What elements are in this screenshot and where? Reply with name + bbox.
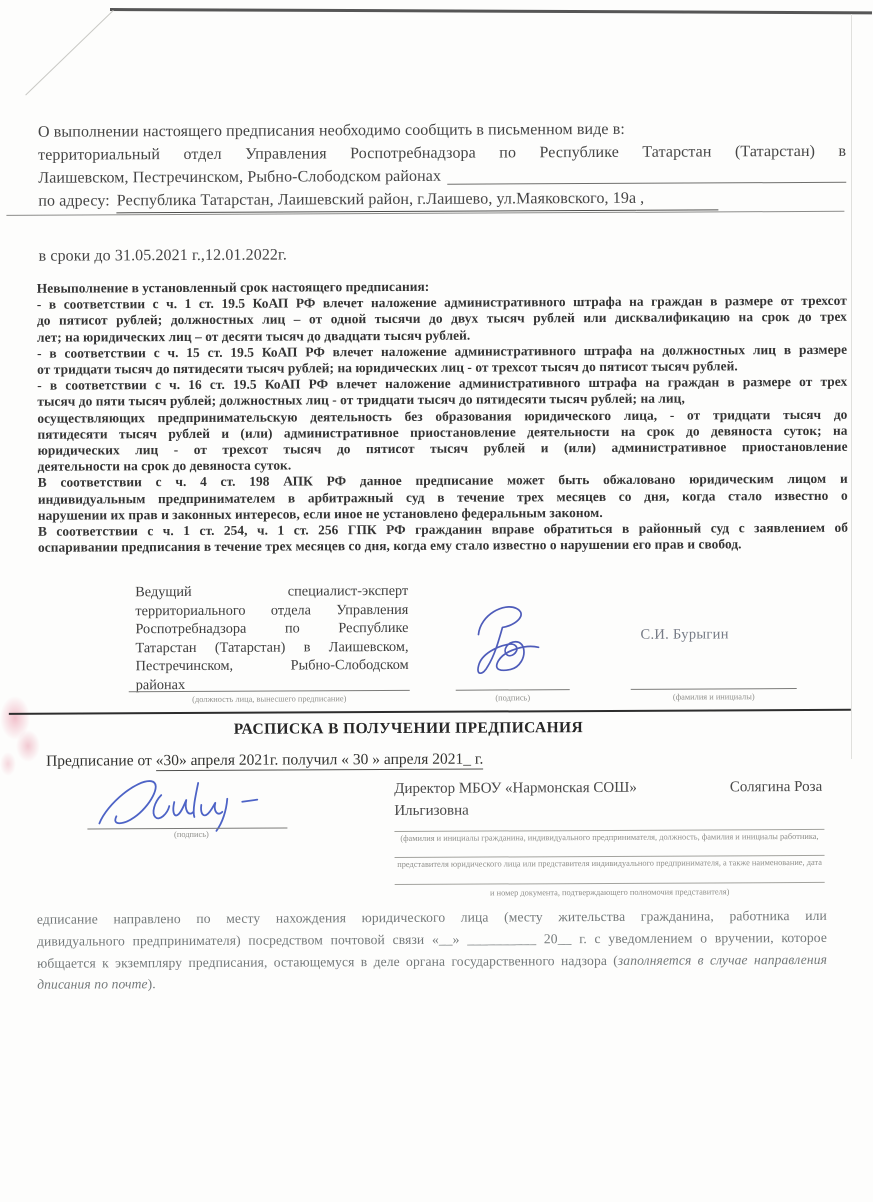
recipient-caption-1: (фамилия и инициалы гражданина, индивидуального предпринимателя, должность, фамилия и инициалы работника, — [400, 831, 819, 843]
mailing-note-suffix: ). — [147, 976, 156, 992]
penalties-line: оспаривании предписания в течение трех месяцев со дня, когда ему стало известно о нарушении его прав и свобод. — [37, 536, 742, 555]
mailing-note-line — [37, 948, 827, 974]
penalties-line: лет; на юридических лиц – от десяти тысяч до двадцати тысяч рублей. — [36, 327, 471, 345]
penalties-line: - в соответствии с ч. 16 ст. 19.5 КоАП РФ влечет наложение административного штрафа на граждан в размере от трех — [37, 373, 848, 393]
mailing-note-line: дивидуального предпринимателя) посредством почтовой связи «__» __________ 20__ г. с уведомлением о вручении, которое — [36, 929, 827, 949]
penalties-line: юридических лиц - от трехсот тысяч до пятисот тысяч рублей и (или) административное приостановление — [37, 438, 848, 458]
mailing-note-italic: заполняется в случае направления — [617, 951, 828, 968]
recipient-signature-r — [216, 799, 227, 831]
issuer-position-line: Роспотребнадзора по Республике — [135, 620, 409, 638]
recipient-line1 — [394, 776, 822, 800]
issuer-position-block — [135, 582, 409, 695]
issuer-name: С.И. Бурыгин — [640, 626, 729, 643]
recipient-caption-3: и номер документа, подтверждающего полномочия представителя) — [490, 887, 730, 898]
penalties-line: осуществляющих предпринимательскую деятельность без образования юридического лица, - от тридцати тысяч до — [37, 406, 848, 426]
issuer-position-line: Ведущий специалист-эксперт — [135, 582, 409, 601]
report-districts-text: Лаишевском, Пестречинском, Рыбно-Слободском районах — [38, 167, 442, 187]
receipt-title: РАСПИСКА В ПОЛУЧЕНИИ ПРЕДПИСАНИЯ — [233, 719, 584, 738]
penalties-line: от тридцати тысяч до пятидесяти тысяч рублей; на юридических лиц - от трехсот тысяч до пятисот тысяч рублей. — [37, 358, 738, 377]
recipient-signature-a — [173, 800, 193, 815]
signature-caption: (подпись) — [495, 693, 531, 703]
name-caption: (фамилия и инициалы) — [672, 692, 755, 702]
address-row — [38, 186, 846, 214]
deadline-line: в сроки до 31.05.2021 г.,12.01.2022г. — [38, 246, 288, 265]
report-intro-line: О выполнении настоящего предписания необходимо сообщить в письменном виде в: — [37, 120, 625, 141]
receipt-date-line — [46, 749, 746, 770]
address-value: Республика Татарстан, Лаишевский район, г.Лаишево, ул.Маяковского, 19а — [117, 187, 636, 214]
penalties-block — [37, 277, 848, 556]
section-divider — [9, 709, 851, 715]
position-caption: (должность лица, вынесшего предписание) — [192, 694, 347, 704]
address-suffix: , — [636, 186, 718, 210]
penalties-line: В соответствии с ч. 4 ст. 198 АПК РФ данное предписание может быть обжаловано юридическим лицом и — [37, 471, 848, 491]
mailing-note-line — [37, 970, 827, 996]
issuer-signature — [462, 596, 570, 687]
mailing-note-text: юбщается к экземпляру предписания, остающемуся в деле органа государственного надзора ( — [37, 952, 618, 971]
penalties-line: пятидесяти тысяч рублей и (или) административное приостановление деятельности на срок до девяноста суток; на — [37, 422, 848, 442]
mailing-note — [37, 905, 827, 996]
recipient-caption-2: представителя юридического лица или представителя индивидуального предпринимателя, а также наименование, дата — [397, 857, 822, 869]
recipient-signature-u — [201, 803, 222, 816]
receipt-date-value: «30» апреля 2021г. получил « 30 » апреля 2021_ г. — [155, 750, 484, 770]
recipient-signature-caption: (подпись) — [174, 829, 209, 840]
issuer-position-line: Пестречинском, Рыбно-Слободском — [135, 657, 409, 675]
recipient-signature-o — [153, 795, 169, 818]
address-label: по адресу: — [38, 192, 110, 210]
receipt-date-prefix: Предписание от — [46, 752, 152, 770]
mailing-note-italic: дписания по почте — [37, 976, 148, 993]
recipient-position: Директор МБОУ «Нармонская СОШ» — [394, 779, 637, 797]
mailing-note-line: едписание направлено по месту нахождения юридического лица (месту жительства гражданина, работника или — [36, 907, 827, 927]
penalties-line: В соответствии с ч. 1 ст. 254, ч. 1 ст. 256 ГПК РФ гражданин вправе обратиться в районный суд с заявлением об — [37, 519, 848, 539]
recipient-ruled-line — [395, 882, 825, 885]
penalties-line: нарушении их прав и законных интересов, если иное не установлено федеральным законом. — [37, 504, 603, 523]
recipient-block — [394, 776, 822, 822]
recipient-signature-loop — [99, 781, 156, 823]
penalties-line: индивидуальным предпринимателем в арбитражный суд в течение трех месяцев со дня, когда стало известно о — [37, 487, 848, 507]
penalties-line: Невыполнение в установленный срок настоящего предписания: — [36, 278, 430, 296]
penalties-line: - в соответствии с ч. 15 ст. 19.5 КоАП РФ влечет наложение административного штрафа на должностных лиц в размере — [37, 341, 848, 361]
recipient-name-part1: Солягина Роза — [729, 778, 823, 796]
recipient-name-part2: Ильгизовна — [394, 802, 469, 819]
recipient-signature-l — [194, 783, 199, 817]
signature-underline — [456, 689, 570, 691]
name-underline — [631, 688, 797, 690]
issuer-position-line: территориального отдела Управления — [135, 601, 409, 619]
penalties-line: тысяч до пяти тысяч рублей; должностных лиц - от тридцати тысяч до пятидесяти тысяч рублей; на лиц, — [37, 390, 685, 410]
recipient-signature-dash — [242, 800, 257, 802]
issuer-position-line: районах — [135, 676, 186, 694]
penalties-line: деятельности на срок до девяноста суток. — [37, 457, 292, 474]
ruled-line — [447, 163, 846, 185]
issuer-signature-stroke — [478, 607, 539, 673]
issuer-position-line: Татарстан (Татарстан) в Лаишевском, — [135, 638, 409, 657]
report-office-line: территориальный отдел Управления Роспотребнадзора по Республике Татарстан (Татарстан) в — [38, 142, 847, 164]
penalties-line: до пятисот рублей; должностных лиц – от одной тысячи до двух тысяч рублей или дисквалификацию на срок до трех — [36, 309, 847, 329]
penalties-line: - в соответствии с ч. 1 ст. 19.5 КоАП РФ влечет наложение административного штрафа на граждан в размере от трехсот — [36, 292, 847, 312]
